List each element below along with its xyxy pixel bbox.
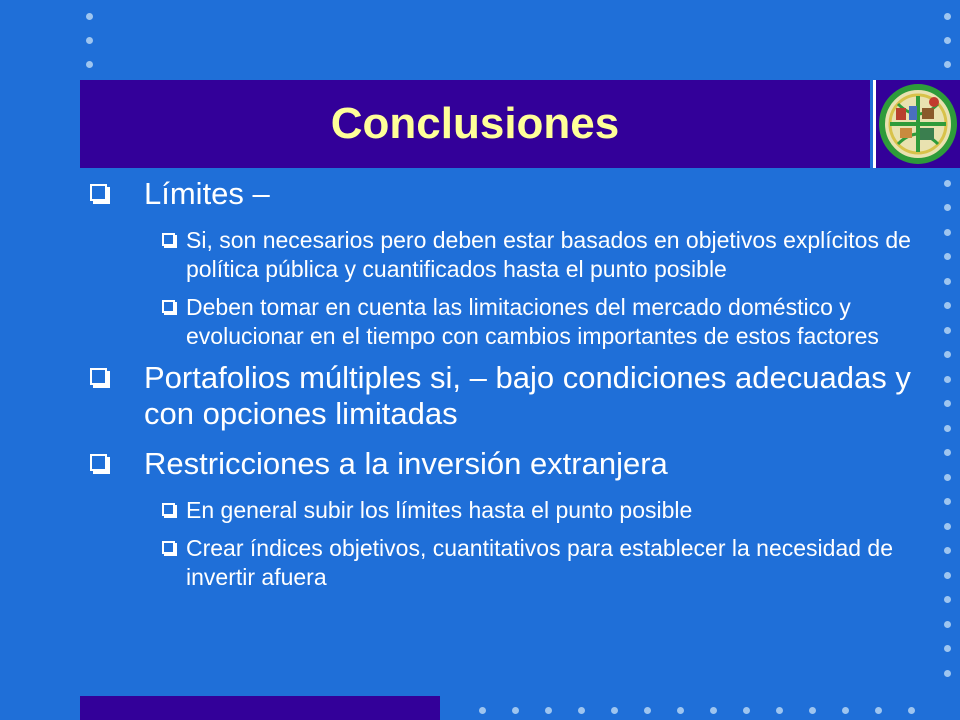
slide-title: Conclusiones: [330, 99, 620, 148]
bullet-text: Restricciones a la inversión extranjera: [144, 446, 668, 481]
decor-dot: [545, 707, 552, 714]
checkbox-bullet-icon: [162, 300, 175, 313]
checkbox-bullet-icon: [90, 454, 107, 471]
bullet-level2: [88, 226, 948, 284]
decor-dot: [644, 707, 651, 714]
checkbox-bullet-icon: [162, 541, 175, 554]
decor-dot: [578, 707, 585, 714]
checkbox-bullet-icon: [162, 503, 175, 516]
decor-dot: [908, 707, 915, 714]
decor-dot: [86, 61, 93, 68]
decor-dot: [776, 707, 783, 714]
decor-dot: [611, 707, 618, 714]
sub-bullet-text: Si, son necesarios pero deben estar basados en objetivos explícitos de política pública y cuantificados hasta el punto posible: [186, 227, 911, 282]
bullet-level1: [88, 446, 948, 482]
checkbox-bullet-icon: [90, 184, 107, 201]
bullet-level2: [88, 496, 948, 525]
sub-bullet-text: Deben tomar en cuenta las limitaciones del mercado doméstico y evolucionar en el tiempo con cambios importantes de estos factores: [186, 294, 879, 349]
decor-dot: [944, 670, 951, 677]
decor-dot: [512, 707, 519, 714]
decor-dot: [677, 707, 684, 714]
bullet-level2: [88, 534, 948, 592]
sub-bullet-text: Crear índices objetivos, cuantitativos para establecer la necesidad de invertir afuera: [186, 535, 894, 590]
decor-dot: [743, 707, 750, 714]
bullet-level1: [88, 176, 948, 212]
decor-dot: [86, 37, 93, 44]
logo-box: [873, 80, 960, 168]
decor-dot: [944, 621, 951, 628]
checkbox-bullet-icon: [90, 368, 107, 385]
checkbox-bullet-icon: [162, 233, 175, 246]
decor-dot: [842, 707, 849, 714]
decor-dot: [710, 707, 717, 714]
decor-dot: [944, 645, 951, 652]
decor-dot: [809, 707, 816, 714]
slide-content: [88, 176, 948, 601]
bullet-level2: [88, 293, 948, 351]
decor-dot: [944, 13, 951, 20]
bullet-text: Portafolios múltiples si, – bajo condiciones adecuadas y con opciones limitadas: [144, 360, 911, 431]
decor-dot: [479, 707, 486, 714]
footer-bar: [80, 696, 440, 720]
bullet-text: Límites –: [144, 176, 270, 211]
decor-dot: [944, 37, 951, 44]
decor-dot: [875, 707, 882, 714]
globe-logo-icon: [876, 80, 960, 168]
decor-dot: [944, 61, 951, 68]
decor-dot: [86, 13, 93, 20]
bullet-level1: [88, 360, 948, 432]
sub-bullet-text: En general subir los límites hasta el punto posible: [186, 497, 693, 523]
